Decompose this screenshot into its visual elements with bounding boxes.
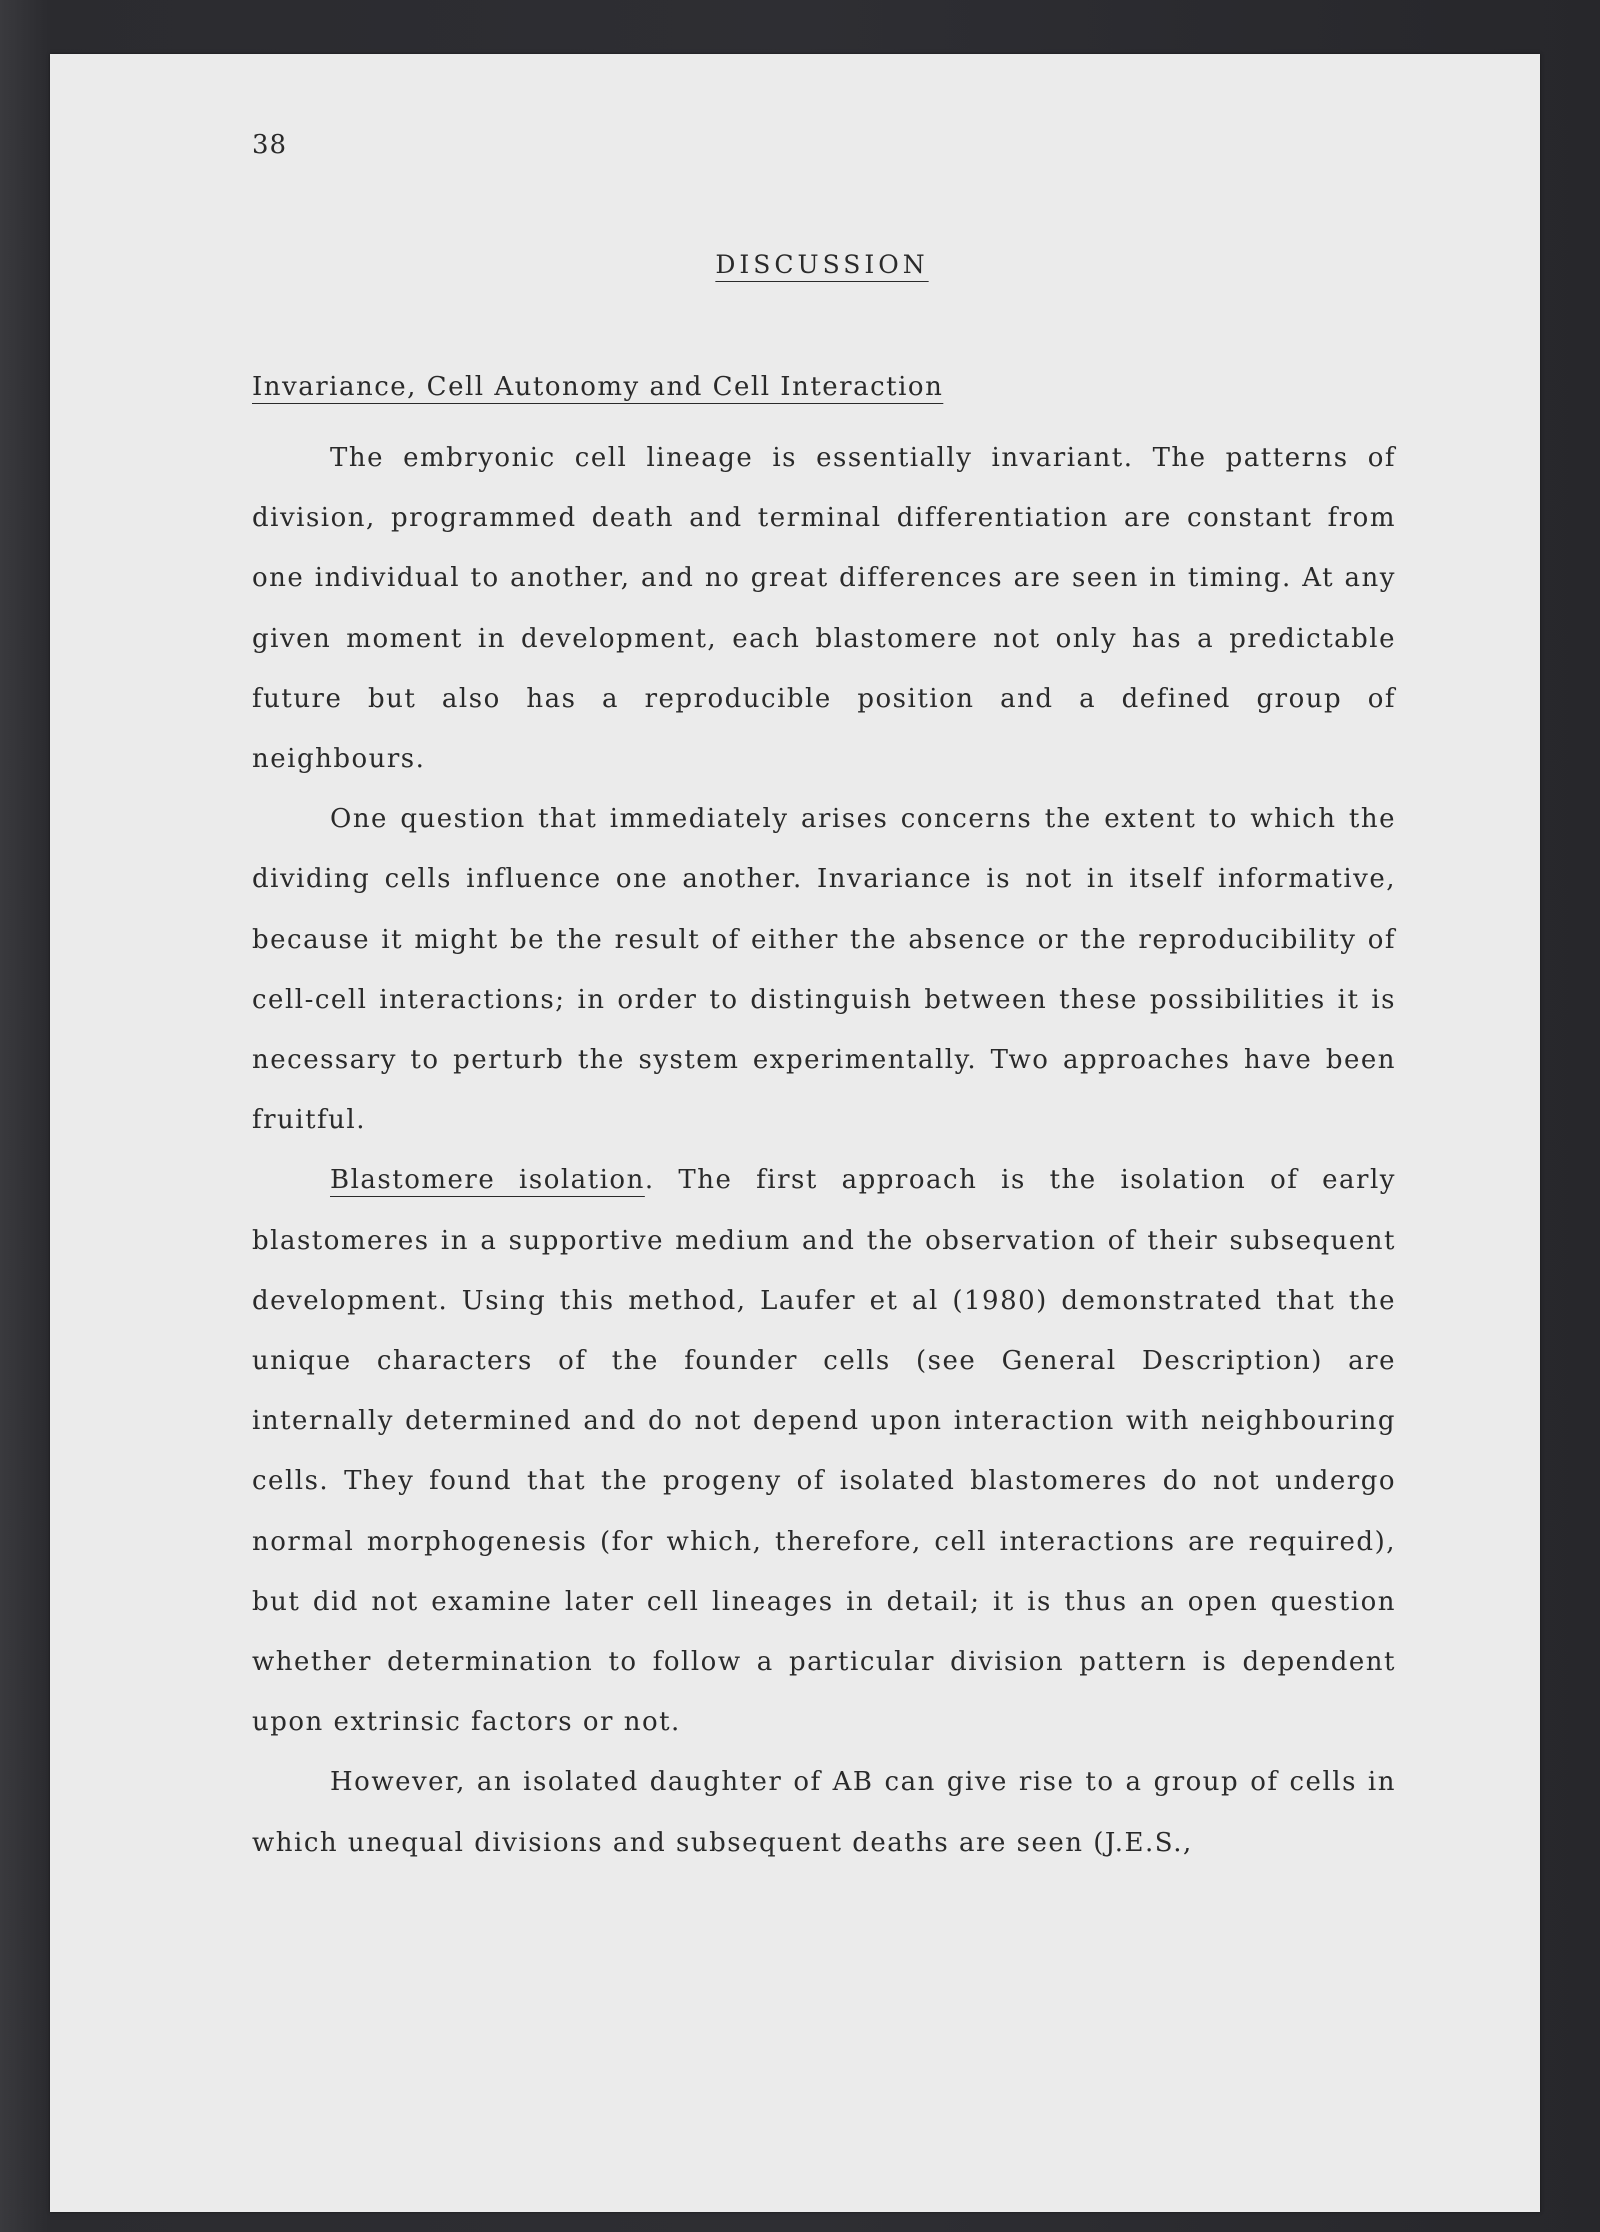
section-heading: Invariance, Cell Autonomy and Cell Interaction xyxy=(252,372,944,402)
page-number: 38 xyxy=(252,130,288,160)
paragraph: One question that immediately arises concerns the extent to which the dividing cells influence one another. Invariance is not in itself informative, because it might be the result of either the absence or the reproducibility of cell-cell interactions; in order to distinguish between these possibilities it is necessary to perturb the system experimentally. Two approaches have been fruitful. xyxy=(252,804,1396,1136)
inline-heading: Blastomere isolation xyxy=(330,1165,645,1196)
paragraph xyxy=(252,1150,1396,1752)
paragraph: However, an isolated daughter of AB can give rise to a group of cells in which unequal divisions and subsequent deaths are seen (J.E.S., xyxy=(252,1767,1396,1858)
page-title-text: DISCUSSION xyxy=(715,250,929,279)
paragraph: The embryonic cell lineage is essentially invariant. The patterns of division, programmed death and terminal differentiation are constant from one individual to another, and no great differences are seen in timing. At any given moment in development, each blastomere not only has a predictable future but also has a reproducible position and a defined group of neighbours. xyxy=(252,443,1396,775)
body-text xyxy=(252,428,1396,1873)
paragraph-body: . The first approach is the isolation of early blastomeres in a supportive medium and the observation of their subsequent development. Using this method, Laufer et al (1980) demonstrated that the unique characters of the founder cells (see General Description) are internally determined and do not depend upon interaction with neighbouring cells. They found that the progeny of isolated blastomeres do not undergo normal morphogenesis (for which, therefore, cell interactions are required), but did not examine later cell lineages in detail; it is thus an open question whether determination to follow a particular division pattern is dependent upon extrinsic factors or not. xyxy=(252,1165,1396,1738)
page-title xyxy=(250,250,1394,279)
